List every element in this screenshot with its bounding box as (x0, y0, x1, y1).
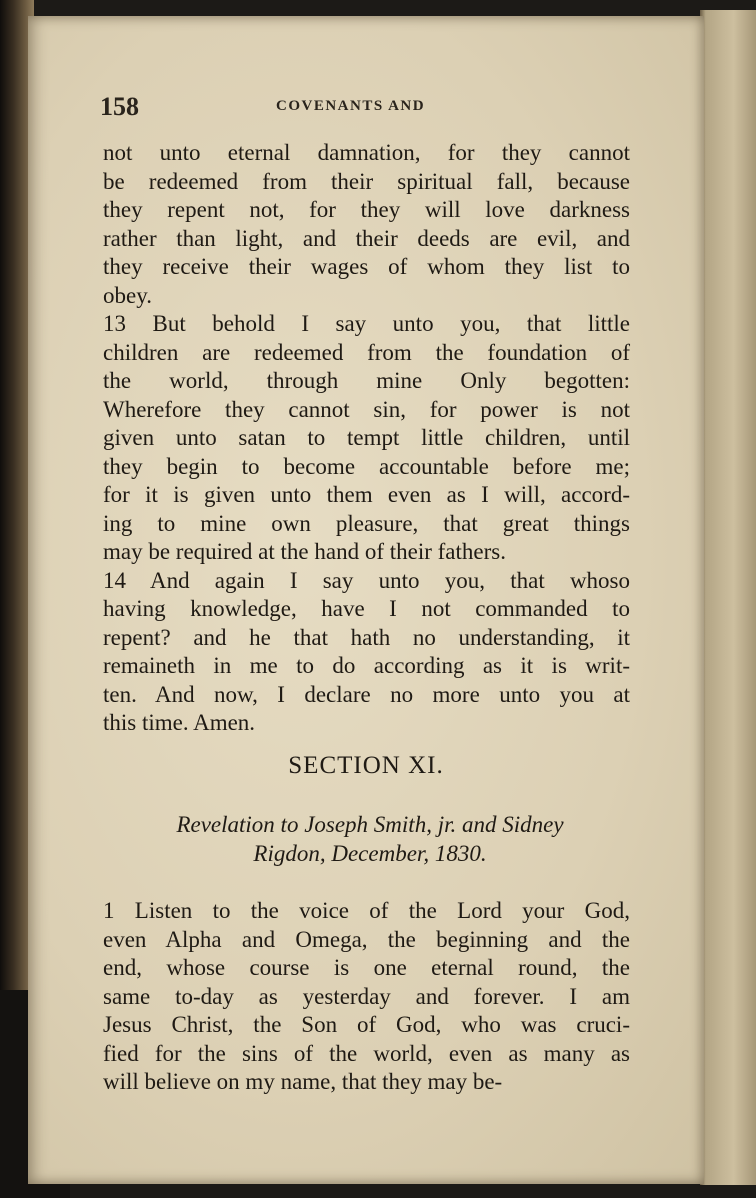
page-header (100, 92, 660, 124)
text-line: having knowledge, have I not commanded to (103, 596, 630, 621)
text-line: not unto eternal damnation, for they cannot (103, 140, 630, 165)
page-number: 158 (100, 92, 139, 121)
subtitle-text-italic: Rigdon, December, (253, 841, 430, 866)
body-text-bottom (103, 897, 630, 1097)
text-line: same to-day as yesterday and forever. I am (103, 983, 630, 1009)
text-line: obey. (103, 282, 152, 308)
subtitle-year: 1830. (434, 841, 487, 866)
text-line: ten. And now, I declare no more unto you at (103, 681, 630, 707)
text-line: Jesus Christ, the Son of God, who was cruci- (103, 1012, 630, 1037)
text-line: end, whose course is one eternal round, the (103, 955, 630, 980)
text-line: 1 Listen to the voice of the Lord your God, (103, 898, 630, 923)
section-subtitle-line-2 (110, 841, 630, 867)
text-line: even Alpha and Omega, the beginning and the (103, 926, 630, 952)
text-line: they begin to become accountable before me; (103, 453, 630, 479)
text-line: ing to mine own pleasure, that great things (103, 510, 630, 536)
text-line: they repent not, for they will love darkness (103, 197, 630, 222)
text-line: for it is given unto them even as I will, accord- (103, 482, 630, 507)
text-line: this time. Amen. (103, 710, 256, 735)
text-line: remaineth in me to do according as it is writ- (103, 653, 630, 678)
text-line: they receive their wages of whom they list to (103, 254, 630, 279)
section-title: SECTION XI. (288, 752, 444, 779)
text-line: 13 But behold I say unto you, that little (103, 311, 630, 336)
text-line: given unto satan to tempt little children, until (103, 425, 630, 450)
next-page-edge (700, 10, 756, 1185)
section-subtitle-line-1 (110, 812, 630, 838)
text-line: may be required at the hand of their fathers. (103, 539, 506, 564)
text-line: will believe on my name, that they may be- (103, 1069, 503, 1094)
body-text-top (103, 139, 630, 738)
text-line: fied for the sins of the world, even as many as (103, 1040, 630, 1066)
text-line: the world, through mine Only begotten: (103, 368, 630, 393)
text-line: children are redeemed from the foundation of (103, 339, 630, 365)
text-line: 14 And again I say unto you, that whoso (103, 567, 630, 593)
text-line: repent? and he that hath no understanding, it (103, 624, 630, 650)
text-line: Wherefore they cannot sin, for power is not (103, 396, 630, 422)
text-line: rather than light, and their deeds are evil, and (103, 225, 630, 251)
text-line: be redeemed from their spiritual fall, because (103, 168, 630, 194)
running-head: COVENANTS AND (276, 98, 426, 114)
subtitle-text: Revelation to Joseph Smith, jr. and Sidney (176, 812, 564, 837)
